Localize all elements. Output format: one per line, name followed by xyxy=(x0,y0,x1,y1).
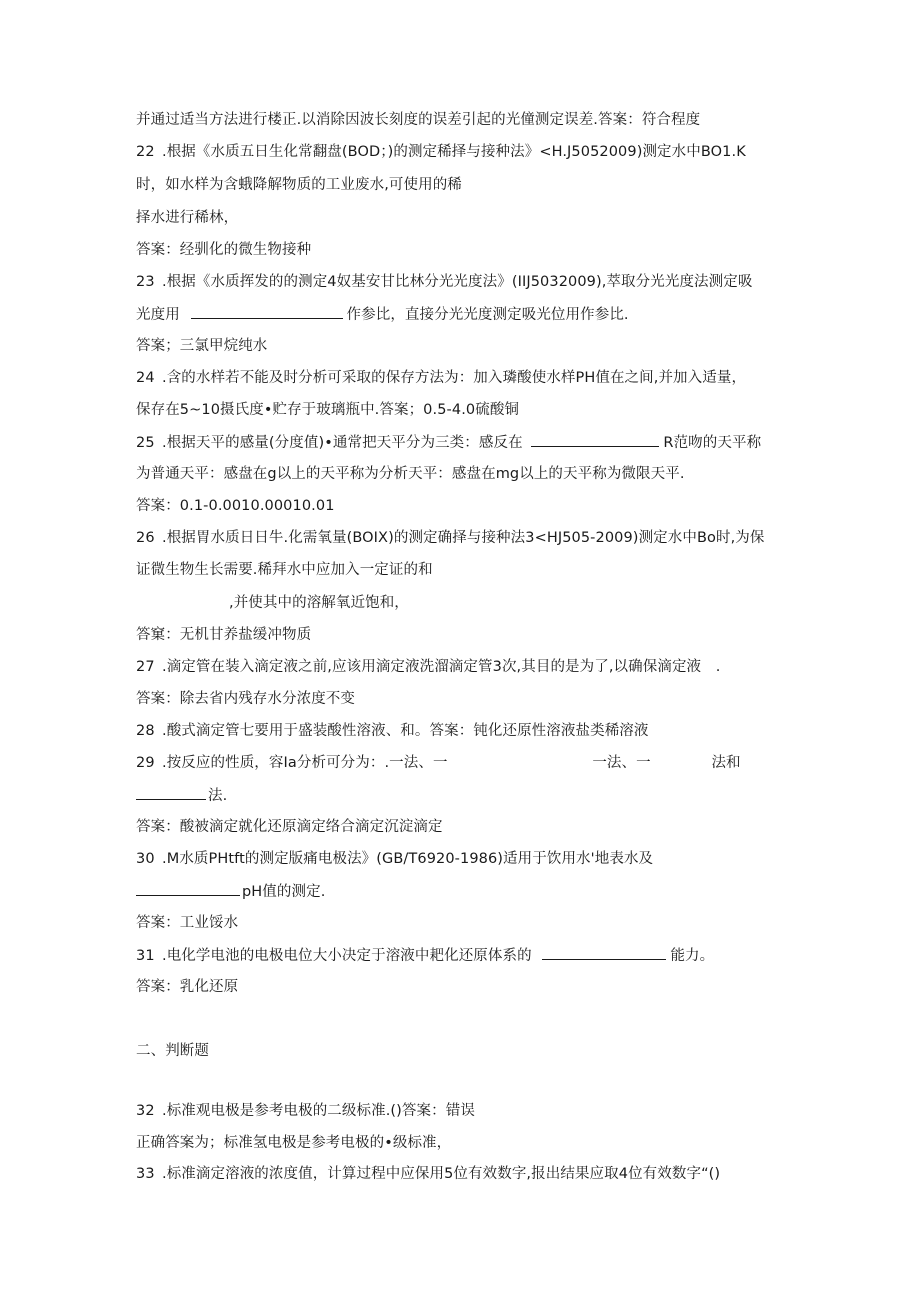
question-text: .根据胃水质日日牛.化需氧量(BOIX)的测定确择与接种法3<HJ505-2009)测定水中Bo时,为保 xyxy=(162,530,765,546)
question-text: .酸式滴定管七要用于盛装酸性溶液、和。答案：钝化还原性溶液盐类稀溶液 xyxy=(162,723,649,739)
question-number: 29 xyxy=(136,755,155,771)
question-number: 30 xyxy=(136,851,155,867)
question-29 xyxy=(136,753,741,773)
question-text: .根据《水质挥发的的测定4奴基安甘比林分光光度法》(IIJ5032009),萃取分光光度法测定吸 xyxy=(162,274,753,290)
text-line: 正确答案为；标准氢电极是参考电极的•级标准， xyxy=(136,1135,452,1151)
question-number: 28 xyxy=(136,723,155,739)
text-line: 为普通天平：感盘在g以上的天平称为分析天平：感盘在mg以上的天平称为微限天平. xyxy=(136,466,685,482)
text-line: 择水进行稀林， xyxy=(136,210,239,226)
question-number: 31 xyxy=(136,948,155,964)
text-segment: 法. xyxy=(208,788,228,804)
question-text: .标准观电极是参考电极的二级标准.()答案：错误 xyxy=(162,1103,475,1119)
fill-blank xyxy=(191,304,343,319)
text-line: ,并使其中的溶解氧近饱和， xyxy=(229,595,409,611)
question-text: .根据天平的感量(分度值)•通常把天平分为三类：感反在 xyxy=(162,435,523,451)
fill-blank xyxy=(531,432,659,447)
question-number: 33 xyxy=(136,1166,155,1182)
text-line: 证微生物生长需要.稀拜水中应加入一定证的和 xyxy=(136,562,433,578)
text-line: 时，如水样为含蛾降解物质的工业废水,可使用的稀 xyxy=(136,177,462,193)
question-24 xyxy=(136,368,746,388)
question-number: 26 xyxy=(136,530,155,546)
question-number: 23 xyxy=(136,274,155,290)
fill-blank xyxy=(542,945,666,960)
text-line: 并通过适当方法进行楼正.以消除因波长刻度的误差引起的光僮测定误差.答案：符合程度 xyxy=(136,112,701,128)
fill-blank xyxy=(136,881,240,896)
question-text: .含的水样若不能及时分析可采取的保存方法为：加入璘酸使水样PH值在之间,并加入适量， xyxy=(162,370,747,386)
question-number: 25 xyxy=(136,435,155,451)
text-segment: R范吻的天平称 xyxy=(663,435,762,451)
answer-line: 答案：乳化还原 xyxy=(136,979,239,995)
text-segment: pH值的测定. xyxy=(242,884,326,900)
answer-line: 答案：工业馁水 xyxy=(136,915,239,931)
answer-line: 答案：经驯化的微生物接种 xyxy=(136,242,312,258)
question-32 xyxy=(136,1101,475,1121)
text-line: 保存在5~10摄氏度•贮存于玻璃瓶中.答案；0.5-4.0硫酸铜 xyxy=(136,402,520,418)
question-27 xyxy=(136,657,720,677)
text-segment: 法和 xyxy=(711,755,741,771)
answer-line: 答案；三氯甲烷纯水 xyxy=(136,338,268,354)
fill-blank xyxy=(136,785,206,800)
text-line xyxy=(136,304,629,325)
answer-line: 答窠：无机甘养盐缓冲物质 xyxy=(136,627,312,643)
question-22 xyxy=(136,142,746,162)
question-text: .根据《水质五日生化常翻盘(BOD；)的测定稀择与接种法》<H.J5052009)测定水中BO1.K xyxy=(162,144,746,160)
question-23 xyxy=(136,272,752,292)
text-line xyxy=(136,881,325,902)
text-segment: 光度用 xyxy=(136,307,180,323)
answer-line: 答案：0.1-0.0010.00010.01 xyxy=(136,498,335,514)
question-number: 22 xyxy=(136,144,155,160)
text-segment: 作参比，直接分光光度测定吸光位用作参比. xyxy=(346,307,629,323)
question-33 xyxy=(136,1164,720,1184)
question-text: .按反应的性质，容Ia分析可分为：.一法、一 xyxy=(162,755,448,771)
question-number: 24 xyxy=(136,370,155,386)
text-line xyxy=(136,785,227,806)
question-30 xyxy=(136,849,653,869)
text-segment: 能力。 xyxy=(670,948,715,964)
answer-line: 答案：酸被滴定就化还原滴定络合滴定沉淀滴定 xyxy=(136,819,443,835)
question-28 xyxy=(136,721,649,741)
question-text: .滴定管在装入滴定液之前,应该用滴定液洗溜滴定管3次,其目的是为了,以确保滴定液 . xyxy=(162,659,721,675)
answer-line: 答案：除去省内残存水分浓度不变 xyxy=(136,691,355,707)
question-text: .M水质PHtft的测定版痛电极法》(GB/T6920-1986)适用于饮用水'地表水及 xyxy=(162,851,654,867)
question-number: 27 xyxy=(136,659,155,675)
text-segment: 一法、一 xyxy=(592,755,651,771)
question-31 xyxy=(136,945,714,966)
question-text: .电化学电池的电极电位大小决定于溶液中耙化还原体系的 xyxy=(162,948,532,964)
question-number: 32 xyxy=(136,1103,155,1119)
section-heading: 二、判断题 xyxy=(136,1043,209,1059)
question-25 xyxy=(136,432,761,453)
question-26 xyxy=(136,528,765,548)
question-text: .标准滴定溶液的浓度值，计算过程中应保用5位有效数字,报出结果应取4位有效数字“() xyxy=(162,1166,721,1182)
